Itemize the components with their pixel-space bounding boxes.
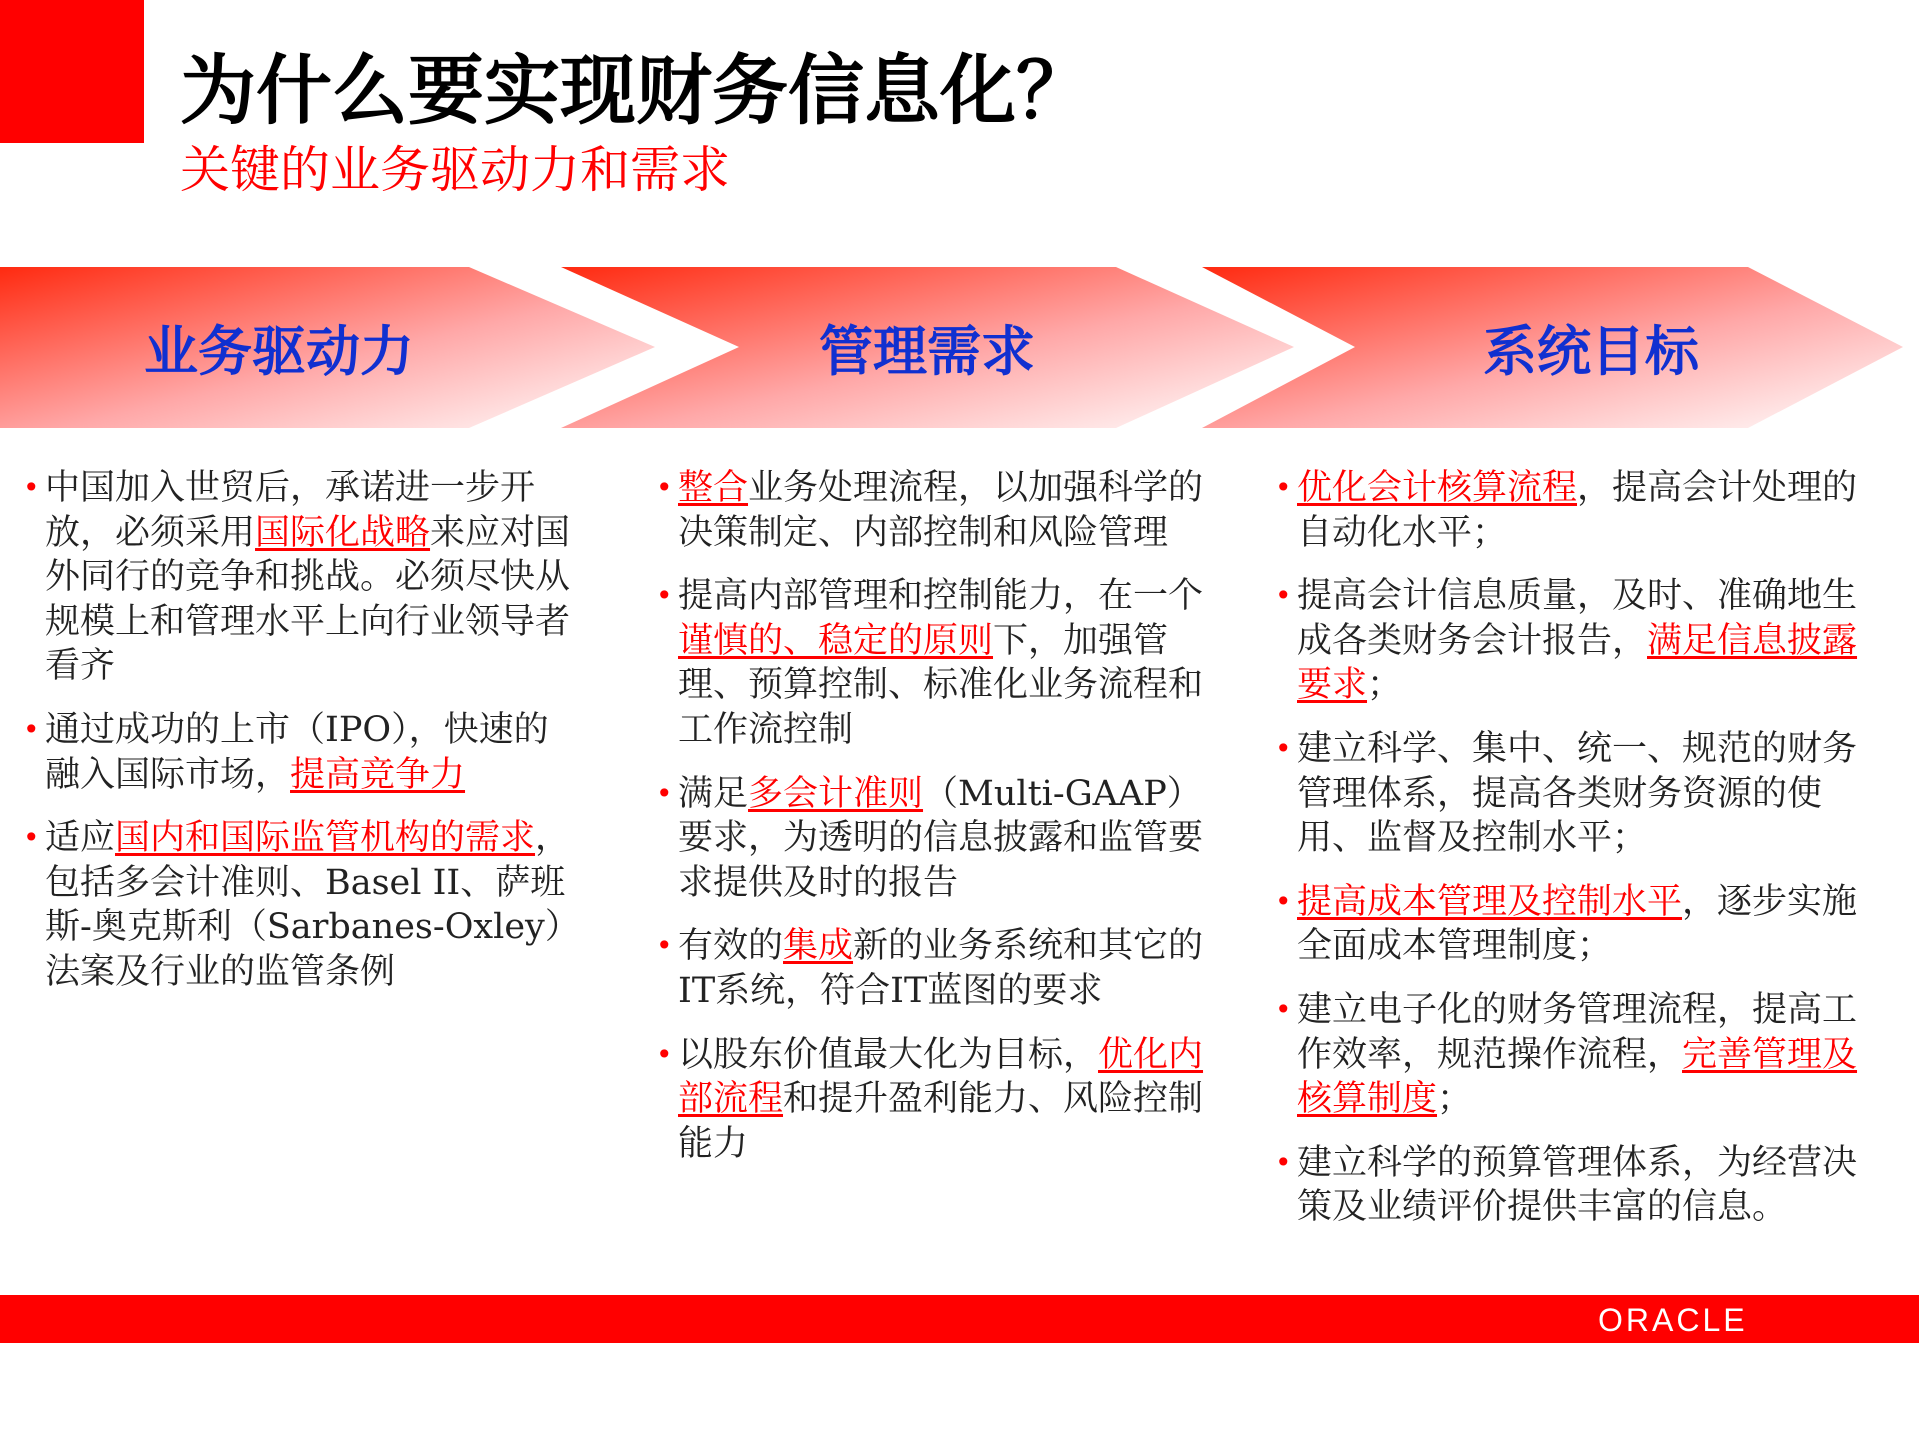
bullet-dot-icon: • xyxy=(1275,579,1292,613)
bullet-dot-icon: • xyxy=(1275,731,1292,765)
bullet-text: 通过成功的上市（IPO），快速的融入国际市场， xyxy=(45,709,549,795)
bullet-dot-icon: • xyxy=(656,471,673,504)
bullet-dot-icon: • xyxy=(1275,1145,1292,1179)
red-corner-block xyxy=(0,0,144,143)
bullet-item xyxy=(1275,988,1865,1122)
bullet-dot-icon: • xyxy=(1275,884,1292,918)
bullet-item xyxy=(23,466,575,689)
bullet-text: 建立科学、集中、统一、规范的财务管理体系，提高各类财务资源的使用、监督及控制水平； xyxy=(1297,728,1858,859)
page-subtitle: 关键的业务驱动力和需求 xyxy=(180,141,730,199)
bullet-item xyxy=(656,924,1208,1013)
column-business-drivers xyxy=(23,466,575,1014)
bullet-text: （Multi-GAAP）要求，为透明的信息披露和监管要求提供及时的报告 xyxy=(678,773,1204,903)
bullet-item xyxy=(23,708,575,797)
bullet-text: 有效的 xyxy=(678,926,784,967)
bullet-text: 提高会计信息质量，及时、准确地生成各类财务会计报告， xyxy=(1297,576,1858,661)
highlighted-text: 完善管理及核算制度 xyxy=(1297,1034,1858,1120)
bullet-text: ，包括多会计准则、Basel II、萨班斯-奥克斯利（Sarbanes-Oxley）法案及行业的监管条例 xyxy=(45,818,571,992)
bullet-dot-icon: • xyxy=(656,1037,673,1071)
highlighted-text: 整合 xyxy=(678,468,749,508)
bullet-dot-icon: • xyxy=(1275,992,1292,1026)
bullet-item xyxy=(23,816,575,994)
bullet-item xyxy=(656,1033,1208,1167)
heading-system-goals: 系统目标 xyxy=(1483,319,1699,383)
bullet-item xyxy=(1275,727,1865,861)
bullet-item xyxy=(656,466,1208,555)
bullet-item xyxy=(656,772,1208,906)
bullet-item xyxy=(656,574,1208,752)
highlighted-text: 提高成本管理及控制水平 xyxy=(1297,881,1683,922)
highlighted-text: 多会计准则 xyxy=(748,773,924,814)
bullet-dot-icon: • xyxy=(656,929,673,963)
bullet-text: ； xyxy=(1437,1079,1473,1120)
bullet-item xyxy=(1275,574,1865,708)
bullet-text: 以股东价值最大化为目标， xyxy=(678,1034,1099,1075)
bullet-text: 下，加强管理、预算控制、标准化业务流程和工作流控制 xyxy=(678,620,1204,750)
bullet-dot-icon: • xyxy=(23,471,40,504)
bullet-text: 来应对国外同行的竞争和挑战。必须尽快从规模上和管理水平上向行业领导者看齐 xyxy=(45,512,571,687)
bullet-text: 中国加入世贸后，承诺进一步开放，必须采用 xyxy=(45,468,536,553)
bullet-text: 建立科学的预算管理体系，为经营决策及业绩评价提供丰富的信息。 xyxy=(1297,1142,1858,1228)
bullet-item xyxy=(1275,1141,1865,1230)
bullet-text: 和提升盈利能力、风险控制能力 xyxy=(678,1079,1204,1164)
highlighted-text: 谨慎的、稳定的原则 xyxy=(678,620,994,661)
bullet-text: 新的业务系统和其它的IT系统，符合IT蓝图的要求 xyxy=(678,926,1204,1011)
highlighted-text: 满足信息披露要求 xyxy=(1297,620,1858,706)
bullet-text: 满足 xyxy=(678,773,749,814)
highlighted-text: 优化内部流程 xyxy=(678,1034,1204,1120)
column-management-needs xyxy=(656,466,1208,1185)
highlighted-text: 集成 xyxy=(783,926,854,967)
bullet-text: 适应 xyxy=(45,818,116,859)
bullet-dot-icon: • xyxy=(23,712,40,746)
bullet-text: 建立电子化的财务管理流程，提高工作效率，规范操作流程， xyxy=(1297,989,1858,1075)
highlighted-text: 国内和国际监管机构的需求 xyxy=(115,818,536,859)
heading-business-drivers: 业务驱动力 xyxy=(144,319,414,383)
svg-text:ORACLE: ORACLE xyxy=(1598,1305,1748,1335)
bullet-item xyxy=(1275,880,1865,969)
page-title: 为什么要实现财务信息化？ xyxy=(180,46,1092,135)
bullet-dot-icon: • xyxy=(656,776,673,810)
bullet-dot-icon: • xyxy=(23,821,40,855)
highlighted-text: 提高竞争力 xyxy=(290,754,466,795)
oracle-logo xyxy=(1598,1305,1798,1335)
heading-management-needs: 管理需求 xyxy=(819,319,1035,383)
bullet-text: ； xyxy=(1367,665,1403,706)
bullet-item xyxy=(1275,466,1865,555)
highlighted-text: 优化会计核算流程 xyxy=(1297,468,1578,508)
highlighted-text: 国际化战略 xyxy=(255,512,431,553)
bullet-text: ，提高会计处理的自动化水平； xyxy=(1297,468,1858,553)
bullet-text: ，逐步实施全面成本管理制度； xyxy=(1297,881,1858,967)
bullet-dot-icon: • xyxy=(656,579,673,613)
column-system-goals xyxy=(1275,466,1865,1249)
bullet-dot-icon: • xyxy=(1275,471,1292,504)
bullet-text: 业务处理流程，以加强科学的决策制定、内部控制和风险管理 xyxy=(678,468,1204,553)
bullet-text: 提高内部管理和控制能力，在一个 xyxy=(678,576,1204,617)
